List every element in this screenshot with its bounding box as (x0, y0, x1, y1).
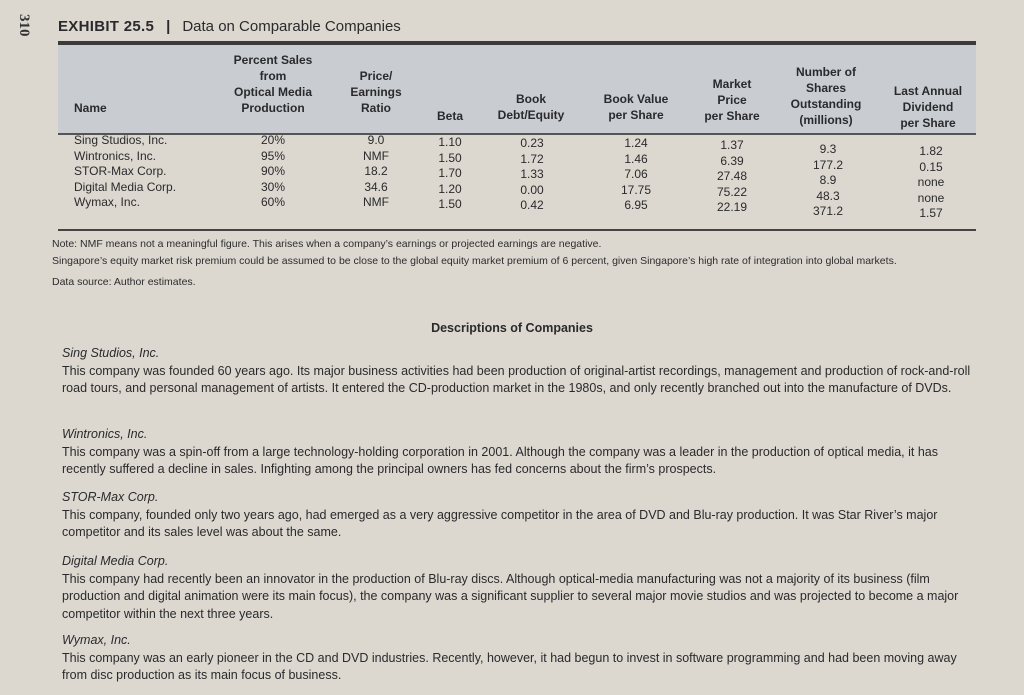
column-book-debt-equity (500, 136, 564, 214)
table-cell: 8.9 (819, 173, 837, 187)
table-cell: 1.57 (919, 206, 943, 220)
header-market-price-per-share: Market Price per Share (704, 77, 760, 123)
company-description (62, 426, 982, 479)
header-beta: Beta (436, 109, 463, 123)
table-cell: none (917, 175, 945, 189)
table-cell: 34.6 (364, 179, 388, 194)
table-bottom-rule (58, 229, 976, 231)
table-cell: 60% (260, 195, 286, 209)
table-cell: NMF (363, 195, 389, 209)
descriptions-title: Descriptions of Companies (431, 321, 593, 335)
header-shares-outstanding: Number of Shares Outstanding (millions) (790, 65, 862, 127)
exhibit-title: Data on Comparable Companies (182, 18, 401, 35)
page-number: 310 (16, 14, 32, 37)
data-source: Data source: Author estimates. (52, 276, 196, 288)
company-description (62, 345, 982, 398)
table-cell: 1.20 (438, 181, 462, 196)
table-cell: 90% (260, 164, 286, 178)
table-notes (52, 237, 982, 290)
table-header-rule (58, 133, 976, 135)
company-description (62, 553, 982, 623)
column-name (74, 133, 176, 211)
header-book-debt-equity: Book Debt/Equity (497, 92, 565, 122)
table-cell: 9.3 (819, 142, 837, 156)
company-name: STOR-Max Corp. (62, 490, 159, 504)
company-name: Digital Media Corp. (62, 554, 169, 568)
company-name: Wintronics, Inc. (62, 427, 148, 441)
table-cell: 0.00 (520, 182, 544, 197)
table-cell: Digital Media Corp. (74, 179, 177, 194)
company-description (62, 632, 982, 685)
exhibit-label: EXHIBIT 25.5 (58, 18, 155, 35)
table-cell: Wintronics, Inc. (74, 148, 157, 163)
table-cell: 6.39 (720, 153, 744, 168)
column-shares-outstanding (790, 142, 866, 220)
column-book-value-per-share (600, 136, 672, 214)
table-cell: 75.22 (716, 184, 748, 199)
header-last-annual-dividend: Last Annual Dividend per Share (893, 84, 963, 130)
company-name: Sing Studios, Inc. (62, 346, 160, 360)
company-text: This company was founded 60 years ago. Its major business activities had been production of original-artist recordings, management and production of rock-and-roll road tours, and personal management of artists. It entered the CD-production market in the 1980s, and only recently branched out into the manufacture of DVDs. (62, 363, 971, 395)
table-cell: 22.19 (716, 200, 748, 214)
table-cell: 9.0 (367, 133, 385, 147)
company-name: Wymax, Inc. (62, 633, 131, 647)
table-cell: 371.2 (812, 204, 844, 218)
table-cell: none (917, 190, 945, 205)
table-cell: 1.72 (520, 151, 544, 166)
table-cell: 95% (260, 148, 286, 163)
table-cell: 1.82 (919, 144, 943, 158)
company-text: This company was a spin-off from a large technology-holding corporation in 2001. Although the company was a leader in the production of optical media, it has recently suffered a decline in sales. Infighting among the principal owners has fed concerns about the firm’s prospects. (62, 444, 938, 476)
column-last-annual-dividend (896, 144, 966, 222)
table-cell: 20% (260, 133, 286, 147)
table-cell: 48.3 (816, 188, 840, 203)
table-cell: 6.95 (624, 198, 648, 212)
exhibit-separator: | (166, 18, 171, 35)
table-cell: 1.24 (624, 136, 648, 150)
table-cell: 1.46 (624, 151, 648, 166)
header-pct-sales: Percent Sales from Optical Media Production (233, 53, 313, 115)
exhibit-heading (58, 18, 401, 35)
column-pct-sales (243, 133, 303, 211)
column-market-price-per-share (696, 138, 768, 216)
company-text: This company had recently been an innovator in the production of Blu-ray discs. Although optical-media manufacturing was not a majority of its business (film production and digital animation were its main focus), the company was a significant supplier to several major movie studios and was projected to become a major competitor within the next three years. (62, 571, 959, 621)
table-cell: 1.50 (438, 150, 462, 165)
table-cell: 27.48 (716, 169, 748, 183)
table-cell: Sing Studios, Inc. (74, 133, 168, 147)
table-cell: 1.50 (438, 197, 462, 211)
table-cell: 17.75 (620, 182, 652, 197)
table-cell: 1.37 (720, 138, 744, 152)
table-cell: 177.2 (812, 157, 844, 172)
table-cell: 30% (260, 179, 286, 194)
table-cell: 1.10 (438, 135, 462, 149)
table-cell: 0.15 (919, 159, 943, 174)
table-cell: 0.42 (520, 198, 544, 212)
company-text: This company, founded only two years ago, had emerged as a very aggressive competitor in the area of DVD and Blu-ray production. It was Star River’s major competitor and its sales level was about the same. (62, 507, 938, 539)
note-nmf: Note: NMF means not a meaningful figure. This arises when a company’s earnings or projected earnings are negative. (52, 238, 602, 250)
column-pe-ratio (346, 133, 406, 211)
table-cell: 7.06 (624, 167, 648, 181)
note-risk-premium: Singapore’s equity market risk premium could be assumed to be close to the global equity market premium of 6 percent, given Singapore’s high rate of integration into global markets. (52, 255, 897, 267)
header-pe-ratio: Price/ Earnings Ratio (350, 69, 402, 115)
table-cell: 0.23 (520, 136, 544, 150)
table-cell: STOR-Max Corp. (74, 164, 167, 178)
table-cell: Wymax, Inc. (74, 195, 140, 209)
column-beta (422, 135, 478, 213)
table-cell: 1.70 (438, 166, 462, 180)
company-description (62, 489, 982, 542)
table-cell: 1.33 (520, 167, 544, 181)
table-cell: 18.2 (364, 164, 388, 178)
header-book-value-per-share: Book Value per Share (603, 92, 669, 122)
header-name: Name (74, 101, 107, 115)
table-cell: NMF (363, 148, 389, 163)
company-text: This company was an early pioneer in the CD and DVD industries. Recently, however, it had begun to invest in software programming and had been moving away from disc production as its main focus of business. (62, 650, 957, 682)
